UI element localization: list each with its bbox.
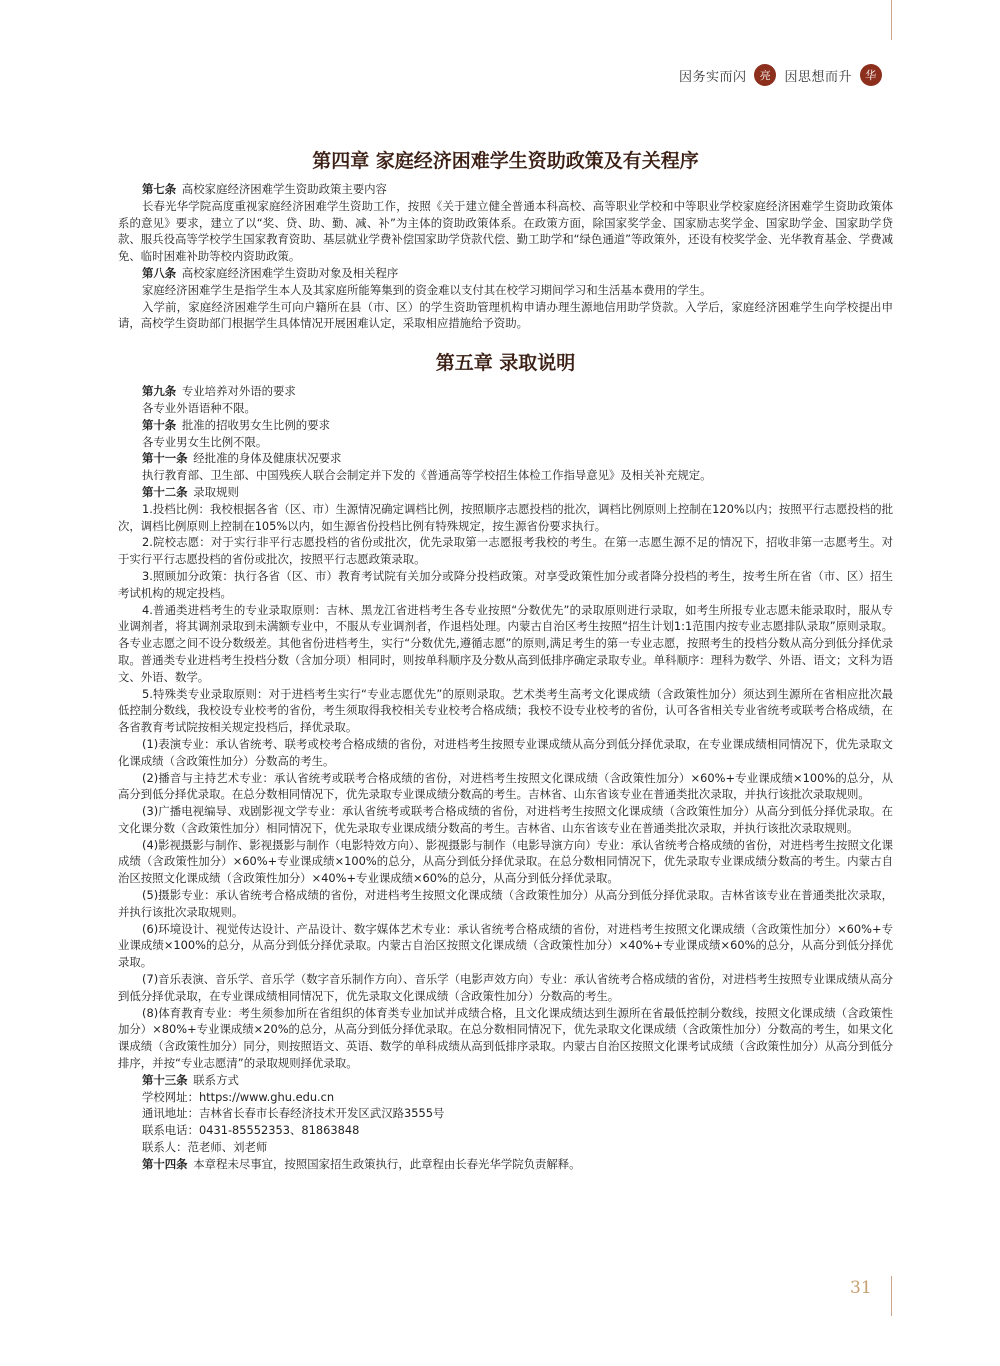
article-text: (8)体育教育专业：考生须参加所在省组织的体育类专业加试并成绩合格，且文化课成绩达到生源所在省最低控制分数线，按照文化课成绩（含政策性加分）×80%+专业课成绩×20%的总分，从高分到低分择优录取。在总分数相同情况下，优先录取文化课成绩（含政策性加分）分数高的考生，如果文化课成绩（含政策性加分）同分，则按照语文、英语、数学的单科成绩从高到低排序录取。内蒙古自治区按照文化课考试成绩（含政策性加分）从高分到低分排序，并按“专业志愿清”的录取规则择优录取。 — [118, 1005, 893, 1071]
article-text: 高校家庭经济困难学生资助对象及相关程序 — [181, 265, 399, 280]
article-paragraph — [118, 383, 893, 400]
article-paragraph — [118, 770, 893, 804]
article-text: 通讯地址：吉林省长春市长春经济技术开发区武汉路3555号 — [142, 1106, 445, 1121]
article-text: 2.院校志愿：对于实行非平行志愿投档的省份或批次，优先录取第一志愿报考我校的考生。在第一志愿生源不足的情况下，招收非第一志愿考生。对于实行平行志愿投档的省份或批次，按照平行志愿政策录取。 — [118, 535, 893, 567]
article-text: 长春光华学院高度重视家庭经济困难学生资助工作，按照《关于建立健全普通本科高校、高等职业学校和中等职业学校家庭经济困难学生资助政策体系的意见》要求，建立了以“奖、贷、助、勤、减、补”为主体的资助政策体系。在政策方面，除国家奖学金、国家励志奖学金、国家助学金、国家助学贷款、服兵役高等学校学生国家教育资助、基层就业学费补偿国家助学贷款代偿、勤工助学和“绿色通道”等政策外，还设有校奖学金、光华教育基金、学费减免、临时困难补助等校内资助政策。 — [118, 198, 893, 264]
chapter-4-body — [118, 181, 893, 332]
article-label: 第十一条 — [142, 451, 188, 466]
article-paragraph — [118, 1072, 893, 1089]
article-paragraph — [118, 400, 893, 417]
article-label: 第十四条 — [142, 1156, 188, 1171]
article-text: 经批准的身体及健康状况要求 — [193, 451, 342, 466]
article-text: 学校网址：https://www.ghu.edu.cn — [142, 1089, 335, 1104]
header-motto — [679, 64, 882, 86]
motto-text-2: 因思想而升 — [784, 69, 852, 85]
article-text: 批准的招收男女生比例的要求 — [181, 417, 330, 432]
article-text: 4.普通类进档考生的专业录取原则：吉林、黑龙江省进档考生各专业按照“分数优先”的录取原则进行录取，如考生所报专业志愿未能录取时，服从专业调剂者，将其调剂录取到未满额专业中，不服从专业调剂者，作退档处理。内蒙古自治区考生按照“招生计划1:1范围内按专业志愿排队录取”原则录取。各专业志愿之间不设分数级差。其他省份进档考生，实行“分数优先,遵循志愿”的原则,满足考生的第一专业志愿，按照考生的投档分数从高分到低分择优录取。普通类专业进档考生投档分数（含加分项）相同时，则按单科顺序及分数从高到低排序确定录取专业。单科顺序：理科为数学、外语、语文；文科为语文、外语、数学。 — [118, 602, 893, 684]
motto-text-1: 因务实而闪 — [678, 69, 747, 85]
article-text: 联系方式 — [193, 1072, 239, 1087]
article-text: 执行教育部、卫生部、中国残疾人联合会制定并下发的《普通高等学校招生体检工作指导意见》及相关补充规定。 — [142, 468, 712, 483]
article-text: (3)广播电视编导、戏剧影视文学专业：承认省统考或联考合格成绩的省份，对进档考生按照文化课成绩（含政策性加分）从高分到低分择优录取。在文化课分数（含政策性加分）相同情况下，优先录取专业课成绩分数高的考生。吉林省、山东省该专业在普通类批次录取，并执行该批次录取规则。 — [118, 804, 893, 835]
article-text: (2)播音与主持艺术专业：承认省统考或联考合格成绩的省份，对进档考生按照文化课成绩（含政策性加分）×60%+专业课成绩×100%的总分，从高分到低分择优录取。在总分数相同情况下，优先录取专业课成绩分数高的考生。吉林省、山东省该专业在普通类批次录取，并执行该批次录取规则。 — [118, 770, 893, 802]
chapter-4-title: 第四章 家庭经济困难学生资助政策及有关程序 — [312, 150, 699, 172]
article-text: 高校家庭经济困难学生资助政策主要内容 — [181, 182, 387, 196]
article-paragraph — [118, 736, 893, 770]
article-text: 联系人：范老师、刘老师 — [142, 1140, 268, 1155]
article-paragraph — [118, 1139, 893, 1156]
article-paragraph — [118, 803, 893, 837]
bottom-side-rule — [891, 1276, 892, 1316]
article-label: 第七条 — [142, 182, 177, 196]
article-paragraph — [118, 1005, 893, 1072]
article-text: 3.照顾加分政策：执行各省（区、市）教育考试院有关加分或降分投档政策。对享受政策性加分或者降分投档的考生，按考生所在省（市、区）招生考试机构的规定投档。 — [118, 568, 893, 600]
article-paragraph — [118, 1105, 893, 1122]
article-paragraph — [118, 837, 893, 887]
article-text: 1.投档比例：我校根据各省（区、市）生源情况确定调档比例，按照顺序志愿投档的批次，调档比例原则上控制在120%以内；按照平行志愿投档的批次，调档比例原则上控制在105%以内，如生源省份投档比例有特殊规定，按生源省份要求执行。 — [118, 501, 893, 533]
article-paragraph — [118, 299, 893, 333]
article-text: 家庭经济困难学生是指学生本人及其家庭所能筹集到的资金难以支付其在校学习期间学习和生活基本费用的学生。 — [142, 282, 712, 297]
article-paragraph — [118, 467, 893, 484]
article-text: 各专业男女生比例不限。 — [142, 434, 268, 449]
article-paragraph — [118, 450, 893, 467]
article-text: (7)音乐表演、音乐学、音乐学（数字音乐制作方向）、音乐学（电影声效方向）专业：承认省统考合格成绩的省份，对进档考生按照专业课成绩从高分到低分择优录取，在专业课成绩相同情况下，优先录取文化课成绩（含政策性加分）分数高的考生。 — [118, 972, 893, 1003]
page-number: 31 — [850, 1278, 872, 1298]
article-paragraph — [118, 602, 893, 686]
article-text: 入学前，家庭经济困难学生可向户籍所在县（市、区）的学生资助管理机构申请办理生源地信用助学贷款。入学后，家庭经济困难学生向学校提出申请，高校学生资助部门根据学生具体情况开展困难认定，采取相应措施给予资助。 — [118, 299, 893, 331]
article-paragraph — [118, 887, 893, 921]
article-paragraph — [118, 501, 893, 535]
article-label: 第九条 — [142, 384, 177, 399]
article-paragraph — [118, 1122, 893, 1139]
article-text: (4)影视摄影与制作、影视摄影与制作（电影特效方向）、影视摄影与制作（电影导演方向）专业：承认省统考合格成绩的省份，对进档考生按照文化课成绩（含政策性加分）×60%+专业课成绩×100%的总分，从高分到低分择优录取。在总分数相同情况下，优先录取专业课成绩分数高的考生。内蒙古自治区按照文化课成绩（含政策性加分）×40%+专业课成绩×60%的总分，从高分到低分择优录取。 — [118, 837, 893, 886]
seal-icon: 华 — [860, 64, 882, 86]
article-paragraph — [118, 534, 893, 568]
article-label: 第十二条 — [142, 484, 188, 499]
article-text: 5.特殊类专业录取原则：对于进档考生实行“专业志愿优先”的原则录取。艺术类考生高考文化课成绩（含政策性加分）须达到生源所在省相应批次最低控制分数线，我校设专业校考的省份，考生须取得我校相关专业校考合格成绩；我校不设专业校考的省份，认可各省相关专业省统考或联考合格成绩，在各省教育考试院按相关规定投档后，择优录取。 — [118, 686, 893, 735]
article-paragraph — [118, 921, 893, 971]
article-paragraph — [118, 1156, 893, 1173]
article-text: 联系电话：0431-85552353、81863848 — [142, 1123, 360, 1138]
article-text: 各专业外语语种不限。 — [142, 400, 256, 415]
seal-icon: 亮 — [754, 64, 776, 86]
article-paragraph — [118, 971, 893, 1005]
article-paragraph — [118, 265, 893, 282]
chapter-5-title: 第五章 录取说明 — [435, 352, 576, 375]
top-side-rule — [891, 0, 892, 40]
article-paragraph — [118, 417, 893, 434]
article-label: 第十条 — [142, 417, 177, 432]
article-paragraph — [118, 484, 893, 501]
chapter-5-body — [118, 383, 893, 1172]
article-text: (6)环境设计、视觉传达设计、产品设计、数字媒体艺术专业：承认省统考合格成绩的省份，对进档考生按照文化课成绩（含政策性加分）×60%+专业课成绩×100%的总分，从高分到低分择优录取。内蒙古自治区按照文化课成绩（含政策性加分）×40%+专业课成绩×60%的总分，从高分到低分择优录取。 — [118, 921, 893, 970]
article-text: 专业培养对外语的要求 — [181, 384, 296, 399]
article-paragraph — [118, 181, 893, 198]
article-paragraph — [118, 1089, 893, 1106]
article-label: 第十三条 — [142, 1072, 188, 1087]
article-paragraph — [118, 434, 893, 451]
page-content — [118, 146, 893, 1173]
article-text: (1)表演专业：承认省统考、联考或校考合格成绩的省份，对进档考生按照专业课成绩从高分到低分择优录取，在专业课成绩相同情况下，优先录取文化课成绩（含政策性加分）分数高的考生。 — [118, 736, 893, 768]
article-paragraph — [118, 198, 893, 265]
article-paragraph — [118, 282, 893, 299]
article-paragraph — [118, 686, 893, 736]
article-paragraph — [118, 568, 893, 602]
article-label: 第八条 — [142, 265, 177, 280]
article-text: 录取规则 — [193, 484, 239, 499]
article-text: (5)摄影专业：承认省统考合格成绩的省份，对进档考生按照文化课成绩（含政策性加分）从高分到低分择优录取。吉林省该专业在普通类批次录取，并执行该批次录取规则。 — [118, 888, 893, 919]
article-text: 本章程未尽事宜，按照国家招生政策执行，此章程由长春光华学院负责解释。 — [193, 1156, 581, 1171]
